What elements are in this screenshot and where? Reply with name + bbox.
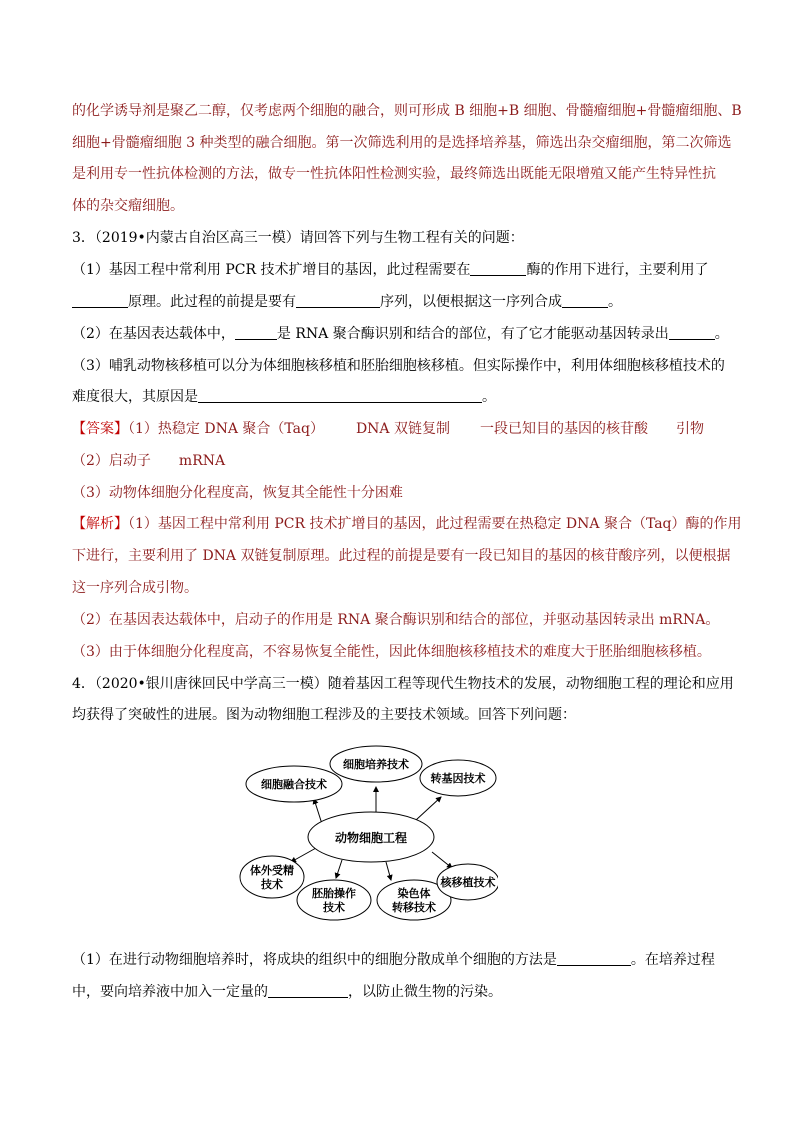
q4-stem-line1: 4．（2020•银川唐徕回民中学高三一模）随着基因工程等现代生物技术的发展，动物细胞工程的理论和应用: [72, 676, 734, 692]
explanation-line-4: 体的杂交瘤细胞。: [72, 198, 184, 214]
arrow-to-embryo: [336, 860, 342, 878]
ivf-label-2: 技术: [261, 878, 283, 891]
q3-part3-line1: （3）哺乳动物核移植可以分为体细胞核移植和胚胎细胞核移植。但实际操作中，利用体细胞核移植技术的: [72, 358, 725, 374]
arrow-to-chromosome: [386, 862, 391, 880]
explanation-line-2: 细胞+骨髓瘤细胞 3 种类型的融合细胞。第一次筛选利用的是选择培养基，筛选出杂交瘤细胞，第二次筛选: [72, 135, 732, 151]
answer-blank[interactable]: [562, 293, 608, 308]
answer-blank[interactable]: [470, 261, 526, 276]
explanation-line-3: 是利用专一性抗体检测的方法，做专一性抗体阳性检测实验，最终筛选出既能无限增殖又能产生特异性抗: [72, 166, 716, 182]
q3-stem: 3．（2019•内蒙古自治区高三一模）请回答下列与生物工程有关的问题：: [72, 230, 524, 246]
answer-blank[interactable]: [235, 325, 277, 340]
answer-blank[interactable]: [296, 293, 380, 308]
answer-blank[interactable]: [198, 388, 482, 403]
q4-part1-line2: 中，要向培养液中加入一定量的 ，以防止微生物的污染。: [72, 984, 502, 1000]
answer-blank[interactable]: [268, 983, 348, 998]
arrow-to-nuclear: [432, 852, 452, 868]
answer-line-1: 【答案】（1）热稳定 DNA 聚合（Taq） DNA 双链复制 一段已知目的基因的核苷酸 引物: [72, 421, 704, 437]
ivf-label-1: 体外受精: [250, 864, 294, 877]
culture-label: 细胞培养技术: [343, 758, 409, 771]
q4-part1-line1: （1）在进行动物细胞培养时，将成块的组织中的细胞分散成单个细胞的方法是 。在培养过程: [72, 952, 715, 968]
arrow-to-ivf: [291, 848, 316, 862]
q3-part1-line1: （1）基因工程中常利用 PCR 技术扩增目的基因，此过程需要在 酶的作用下进行，主要利用了: [72, 262, 709, 278]
analysis-line-5: （3）由于体细胞分化程度高，不容易恢复全能性，因此体细胞核移植技术的难度大于胚胎细胞核移植。: [72, 644, 711, 660]
q4-stem-line2: 均获得了突破性的进展。图为动物细胞工程涉及的主要技术领域。回答下列问题：: [72, 707, 576, 723]
answer-line-3: （3）动物体细胞分化程度高，恢复其全能性十分困难: [72, 485, 403, 501]
analysis-line-4: （2）在基因表达载体中，启动子的作用是 RNA 聚合酶识别和结合的部位，并驱动基因转录出 mRNA。: [72, 612, 720, 628]
arrow-to-fusion: [314, 799, 322, 824]
transgenic-label: 转基因技术: [430, 772, 486, 785]
answer-blank[interactable]: [72, 293, 128, 308]
embryo-label-1: 胚胎操作: [312, 887, 356, 900]
analysis-line-1: 【解析】（1）基因工程中常利用 PCR 技术扩增目的基因，此过程需要在热稳定 DNA 聚合（Taq）酶的作用: [72, 516, 742, 532]
nuclear-label: 核移植技术: [440, 876, 496, 889]
arrow-to-transgenic: [416, 797, 441, 820]
chromosome-label-1: 染色体: [397, 887, 431, 900]
q3-part1-line2: 原理。此过程的前提是要有 序列，以便根据这一序列合成 。: [72, 292, 622, 312]
analysis-tag: 【解析】: [72, 516, 128, 532]
center-label: 动物细胞工程: [334, 831, 408, 845]
embryo-label-2: 技术: [323, 901, 345, 914]
fusion-label: 细胞融合技术: [261, 778, 327, 791]
chromosome-label-2: 转移技术: [392, 901, 436, 914]
answer-blank[interactable]: [557, 951, 631, 966]
answer-blank[interactable]: [669, 325, 715, 340]
ivf-node: [240, 856, 304, 898]
q3-part2: （2）在基因表达载体中， 是 RNA 聚合酶识别和结合的部位，有了它才能驱动基因转录出 。: [72, 326, 729, 342]
animal-cell-engineering-diagram: [236, 742, 498, 922]
answer-line-2: （2）启动子 mRNA: [72, 453, 226, 469]
q3-part3-line2: 难度很大，其原因是 。: [72, 389, 496, 405]
answer-tag: 【答案】: [72, 421, 128, 437]
explanation-line-1: 的化学诱导剂是聚乙二醇，仅考虑两个细胞的融合，则可形成 B 细胞+B 细胞、骨髓瘤细胞+骨髓瘤细胞、B: [72, 103, 742, 119]
analysis-line-3: 这一序列合成引物。: [72, 580, 198, 596]
embryo-node: [297, 880, 371, 920]
analysis-line-2: 下进行，主要利用了 DNA 双链复制原理。此过程的前提是要有一段已知目的基因的核苷酸序列，以便根据: [72, 548, 731, 564]
